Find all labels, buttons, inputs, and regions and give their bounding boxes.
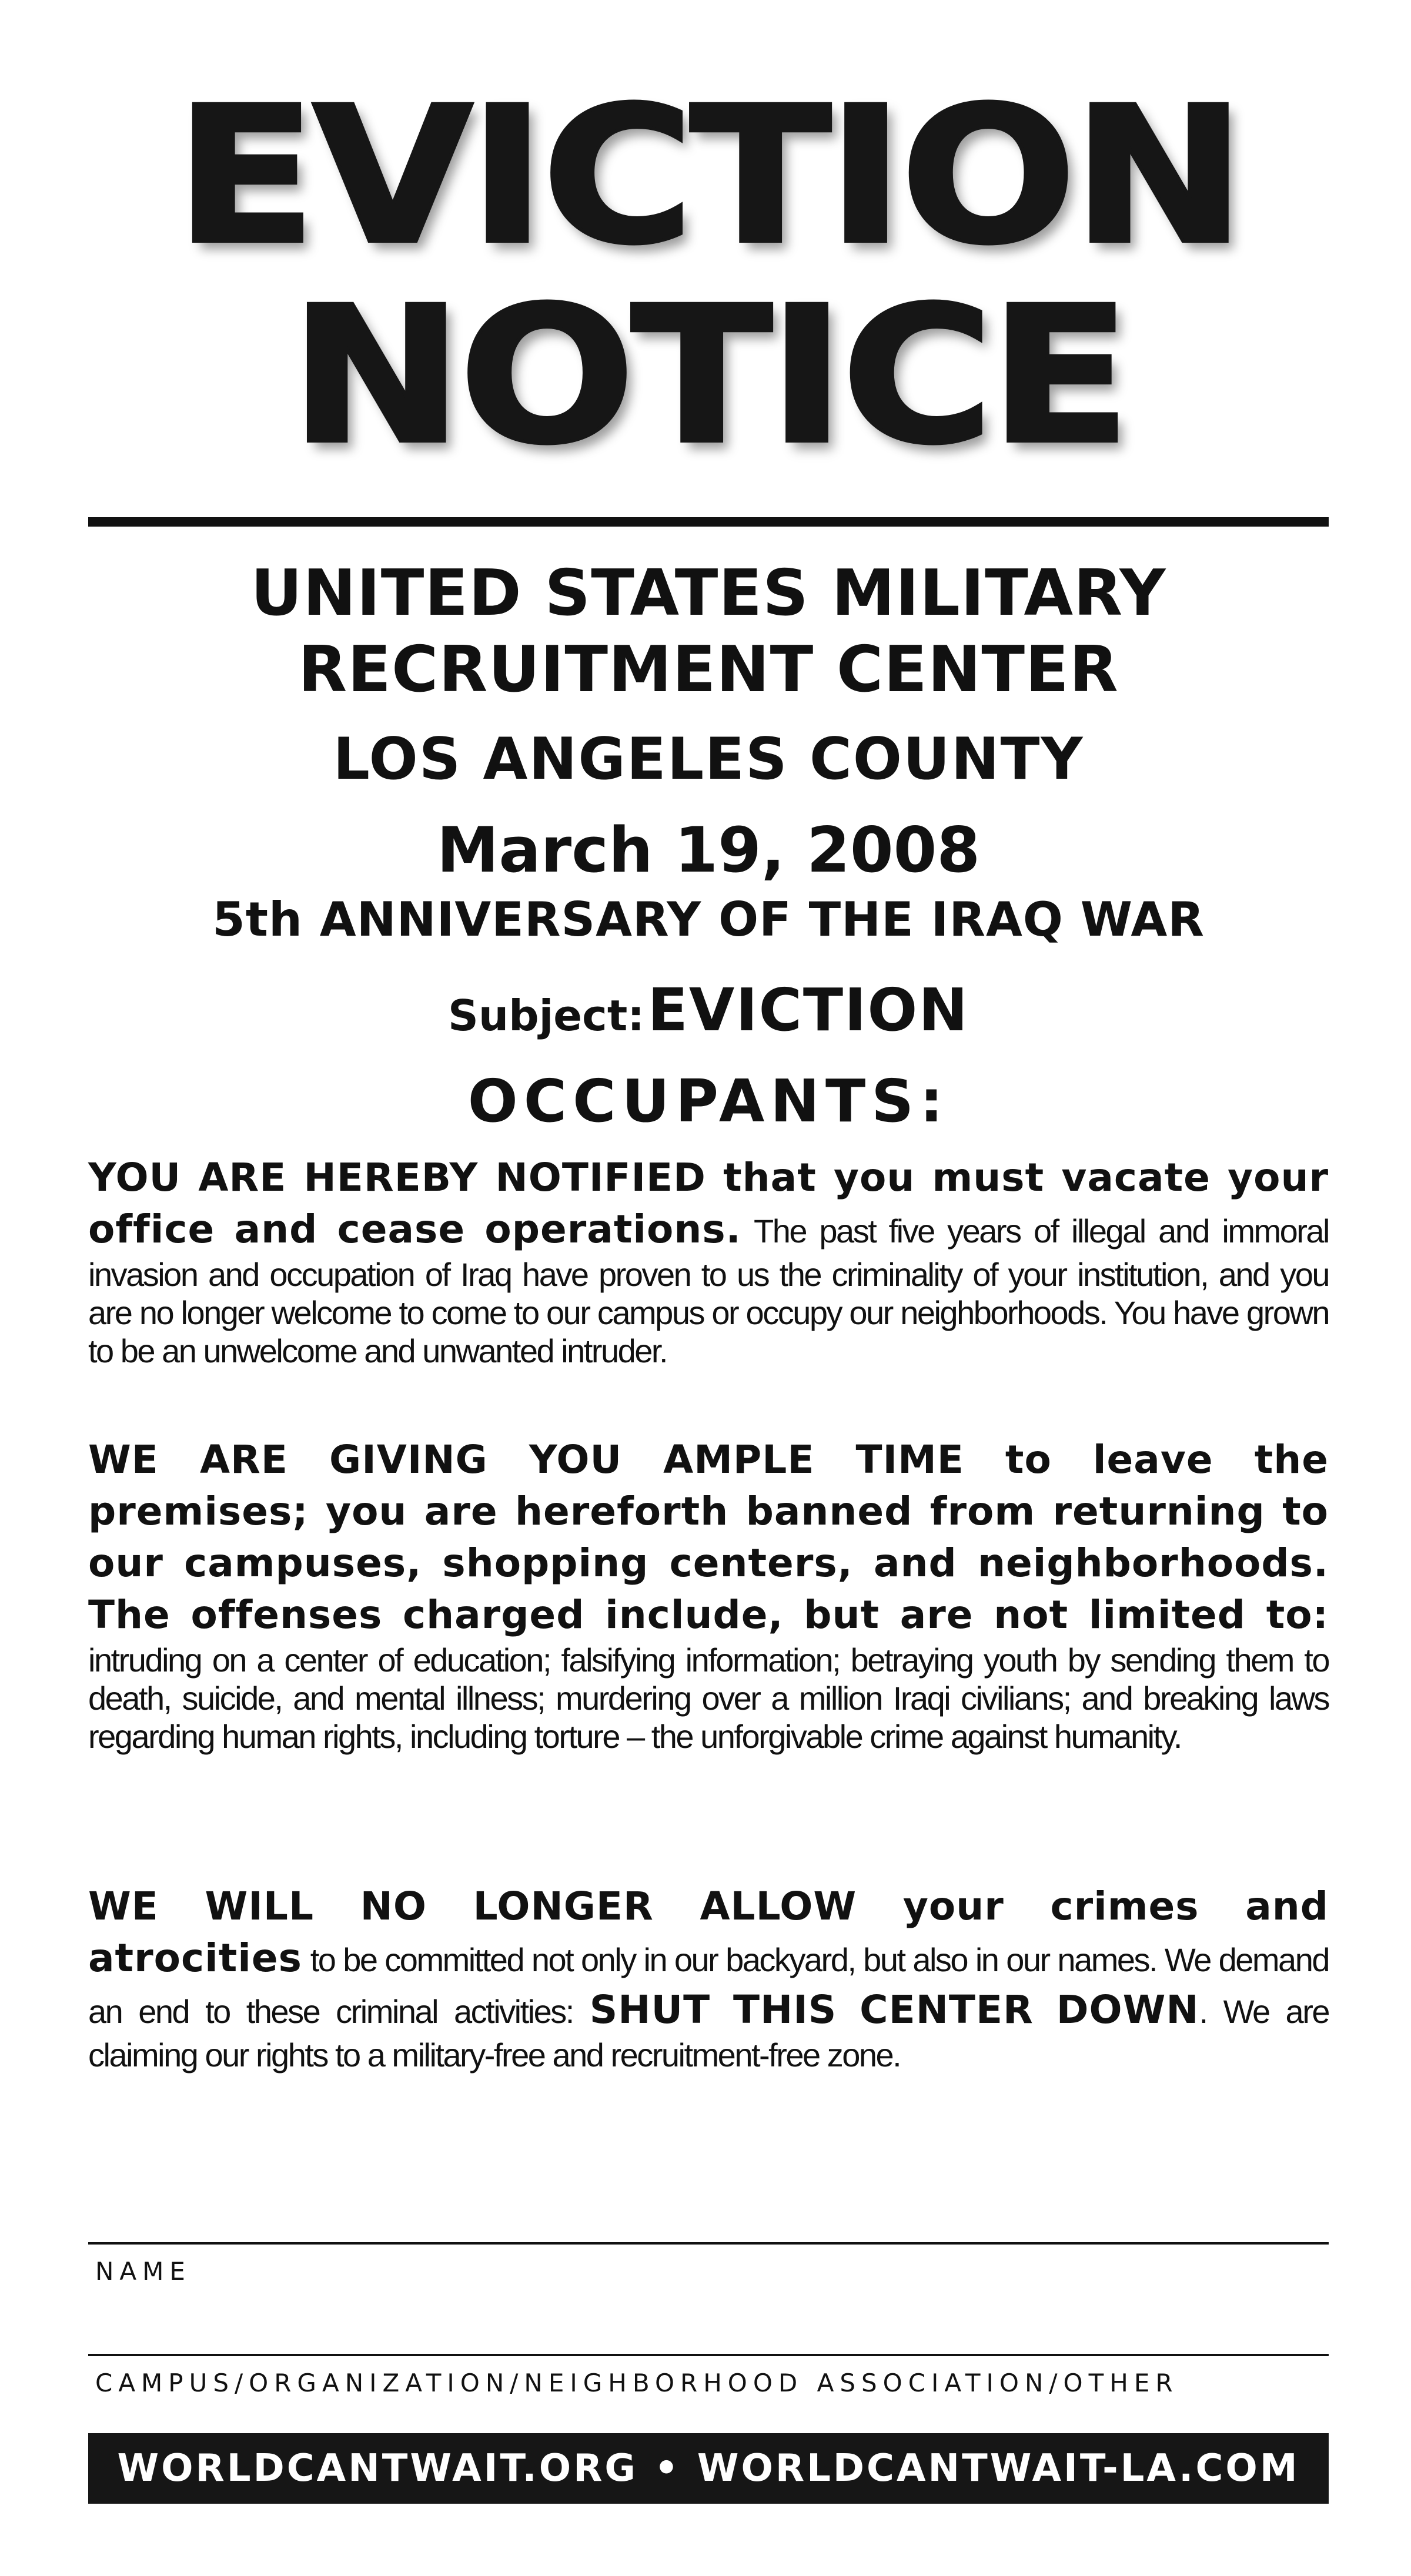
subject-value: EVICTION [647,976,969,1044]
title-divider [88,517,1329,527]
footer-site-1: WORLDCANTWAIT.ORG [117,2447,638,2490]
anniversary-heading: 5th ANNIVERSARY OF THE IRAQ WAR [212,892,1205,947]
p3-emphasis: SHUT THIS CENTER DOWN [589,1987,1199,2032]
paragraph-notified [88,1152,1329,1370]
county-heading: LOS ANGELES COUNTY [333,726,1084,793]
p1-lead-rest: that you must vacate your office and cease operations. [88,1155,1329,1252]
p1-lead-strong: YOU ARE HEREBY NOTIFIED [88,1155,706,1200]
p1-body: The past five years of illegal and immoral invasion and occupation of Iraq have proven to us the criminality of your institution, and you are no longer welcome to come to our campus or occupy our neighborhoods. You have grown to be an unwelcome and unwanted intruder. [88,1212,1329,1369]
paragraph-ample-time [88,1434,1329,1756]
p2-lead-rest: to leave the premises; you are hereforth banned from returning to our campuses, shopping centers, and neighborhoods. The offenses charged include, but are not limited to: [88,1437,1329,1637]
p3-body-1: to be committed not only in our backyard, but also in our names. We demand an end to these criminal activities: [88,1941,1329,2030]
occupants-heading: OCCUPANTS: [467,1067,949,1135]
footer-site-2: WORLDCANTWAIT-LA.COM [697,2447,1300,2490]
name-field-line[interactable] [88,2242,1329,2245]
campus-field-line[interactable] [88,2354,1329,2356]
p3-lead-rest: your crimes and atrocities [88,1884,1329,1981]
footer-separator: • [654,2447,681,2490]
title-notice: NOTICE [289,267,1128,485]
eviction-notice-flyer [88,0,1329,2576]
p3-body-2: . We are claiming our rights to a military-free and recruitment-free zone. [88,1993,1329,2073]
campus-field-label: CAMPUS/ORGANIZATION/NEIGHBORHOOD ASSOCIATION/OTHER [95,2369,1179,2397]
subject-label: Subject: [447,991,645,1040]
title-eviction: EVICTION [175,67,1242,286]
org-line-1: UNITED STATES MILITARY [250,557,1166,630]
org-line-2: RECRUITMENT CENTER [298,632,1119,706]
date-heading: March 19, 2008 [436,814,981,886]
subject-line [88,976,1329,1044]
organization-heading [88,555,1329,708]
footer-websites-bar [88,2433,1329,2504]
paragraph-no-longer-allow [88,1881,1329,2074]
p2-lead-strong: WE ARE GIVING YOU AMPLE TIME [88,1437,964,1482]
p3-lead-strong: WE WILL NO LONGER ALLOW [88,1884,857,1929]
name-field-label: NAME [95,2257,191,2286]
p2-body: intruding on a center of education; falsifying information; betraying youth by sending them to death, suicide, and mental illness; murdering over a million Iraqi civilians; and breaking laws regarding human rights, including torture – the unforgivable crime against humanity. [88,1642,1329,1755]
